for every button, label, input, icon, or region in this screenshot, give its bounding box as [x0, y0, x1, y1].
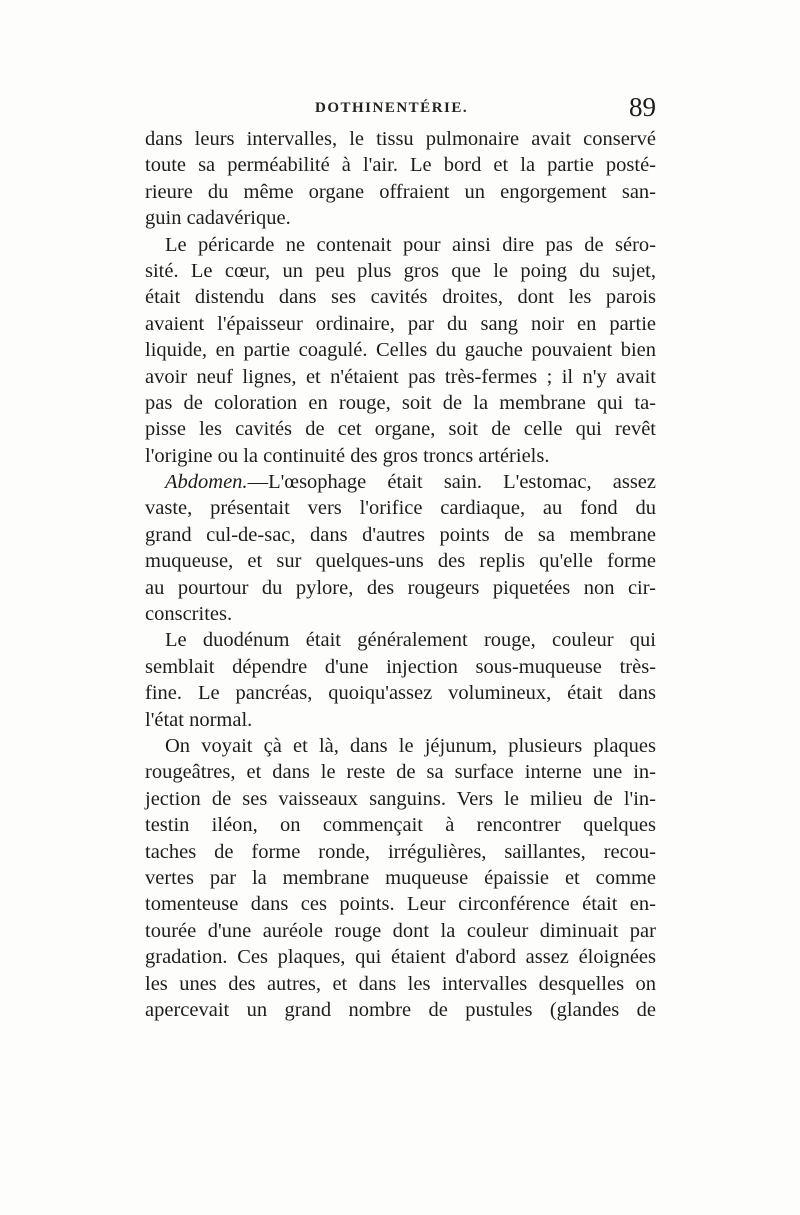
body-text	[145, 126, 656, 1023]
text-line: pisse les cavités de cet organe, soit de celle qui revêt	[145, 418, 656, 441]
text-line: conscrites.	[145, 603, 233, 626]
text-line: tourée d'une auréole rouge dont la couleur diminuait par	[145, 919, 656, 942]
paragraph-pericardium	[145, 232, 656, 470]
text-line: Le péricarde ne contenait pour ainsi dire pas de séro-	[165, 233, 656, 256]
paragraph-abdomen	[145, 469, 656, 627]
text-line-first	[145, 469, 656, 495]
section-lead-abdomen: Abdomen.	[165, 471, 248, 494]
text-line: l'origine ou la continuité des gros troncs artériels.	[145, 444, 550, 467]
text-line: au pourtour du pylore, des rougeurs piquetées non cir-	[145, 576, 656, 599]
text-line: guin cadavérique.	[145, 207, 291, 230]
text-line: vertes par la membrane muqueuse épaissie et comme	[145, 866, 656, 889]
text-line: avaient l'épaisseur ordinaire, par du sang noir en partie	[145, 312, 656, 335]
text-line: avoir neuf lignes, et n'étaient pas très-fermes ; il n'y avait	[145, 365, 656, 388]
text-line: Le duodénum était généralement rouge, couleur qui	[165, 629, 656, 652]
text-line: fine. Le pancréas, quoiqu'assez volumineux, était dans	[145, 682, 656, 705]
text-line: On voyait çà et là, dans le jéjunum, plusieurs plaques	[165, 734, 656, 757]
text-line: vaste, présentait vers l'orifice cardiaque, au fond du	[145, 497, 656, 520]
text-line: liquide, en partie coagulé. Celles du gauche pouvaient bien	[145, 339, 656, 362]
text-line: sité. Le cœur, un peu plus gros que le poing du sujet,	[145, 259, 656, 282]
paragraph-duodenum	[145, 627, 656, 733]
text-line: jection de ses vaisseaux sanguins. Vers le milieu de l'in-	[145, 787, 656, 810]
text-line: grand cul-de-sac, dans d'autres points de sa membrane	[145, 523, 656, 546]
text-line: dans leurs intervalles, le tissu pulmonaire avait conservé	[145, 128, 656, 150]
text-line: taches de forme ronde, irrégulières, saillantes, recou-	[145, 840, 656, 863]
running-head	[145, 92, 660, 128]
text-line: testin iléon, on commençait à rencontrer quelques	[145, 814, 656, 837]
page-number: 89	[629, 92, 656, 122]
text-line: semblait dépendre d'une injection sous-muqueuse très-	[145, 655, 656, 678]
text-line: rougeâtres, et dans le reste de sa surface interne une in-	[145, 761, 656, 784]
text-line: toute sa perméabilité à l'air. Le bord et la partie posté-	[145, 154, 656, 177]
text-line: pas de coloration en rouge, soit de la membrane qui ta-	[145, 391, 656, 414]
text-line: était distendu dans ses cavités droites, dont les parois	[145, 286, 656, 309]
paragraph-jejunum	[145, 733, 656, 1023]
text-line: tomenteuse dans ces points. Leur circonférence était en-	[145, 893, 656, 916]
text-line: rieure du même organe offraient un engorgement san-	[145, 180, 656, 203]
text-line-rest: —L'œsophage était sain. L'estomac, assez	[247, 471, 656, 494]
text-line: apercevait un grand nombre de pustules (glandes de	[145, 998, 656, 1021]
running-title: DOTHINENTÉRIE.	[315, 100, 469, 116]
text-line: l'état normal.	[145, 708, 253, 731]
paragraph-lungs	[145, 126, 656, 232]
text-line: les unes des autres, et dans les intervalles desquelles on	[145, 972, 656, 995]
text-line: muqueuse, et sur quelques-uns des replis qu'elle forme	[145, 550, 656, 573]
text-line: gradation. Ces plaques, qui étaient d'abord assez éloignées	[145, 946, 656, 969]
